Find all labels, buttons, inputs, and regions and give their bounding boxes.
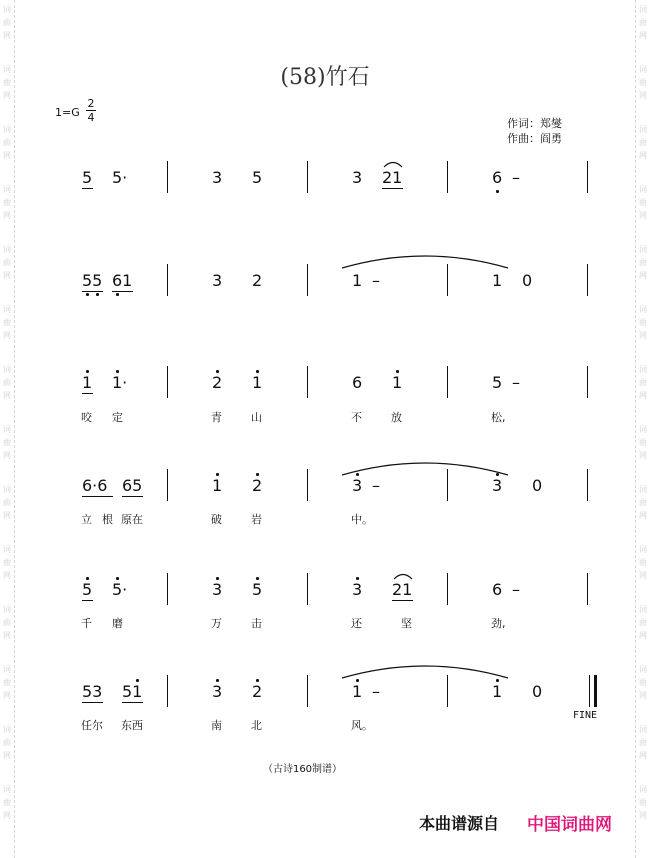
watermark-char: 曲 xyxy=(3,78,11,87)
watermark-char: 词 xyxy=(639,605,647,614)
watermark-char: 曲 xyxy=(3,198,11,207)
lyric: 击 xyxy=(251,617,262,630)
watermark-char: 网 xyxy=(639,151,647,160)
watermark-char: 词 xyxy=(639,725,647,734)
watermark-char: 词 xyxy=(639,305,647,314)
note: 6 xyxy=(492,580,503,599)
watermark-char: 网 xyxy=(3,331,11,340)
note: 65 xyxy=(122,476,143,495)
note: 1 xyxy=(392,373,403,392)
watermark-char: 曲 xyxy=(639,678,647,687)
note: 21 xyxy=(382,168,403,187)
note: 53 xyxy=(82,682,103,701)
low-octave-dot xyxy=(496,190,499,193)
watermark-char: 网 xyxy=(639,811,647,820)
watermark-char: 词 xyxy=(3,125,11,134)
time-signature xyxy=(86,97,96,124)
watermark-char: 曲 xyxy=(639,558,647,567)
watermark-char: 词 xyxy=(639,545,647,554)
watermark-char: 词 xyxy=(3,665,11,674)
lyric: 松, xyxy=(491,411,506,424)
watermark-char: 网 xyxy=(639,451,647,460)
watermark-char: 曲 xyxy=(639,138,647,147)
note: 2 xyxy=(212,373,223,392)
watermark-char: 词 xyxy=(639,125,647,134)
time-denominator: 4 xyxy=(87,111,95,124)
note: 6 xyxy=(492,168,503,187)
lyric: 南 xyxy=(211,719,222,732)
watermark-char: 曲 xyxy=(639,618,647,627)
watermark-char: 曲 xyxy=(639,798,647,807)
watermark-char: 网 xyxy=(639,691,647,700)
watermark-char: 网 xyxy=(639,31,647,40)
note: 2 xyxy=(252,271,263,290)
note: 1 xyxy=(492,682,503,701)
watermark-char: 曲 xyxy=(3,678,11,687)
note: 61 xyxy=(112,271,133,290)
lyric: 中。 xyxy=(351,513,373,526)
note: 3 xyxy=(212,682,223,701)
note: 1 xyxy=(352,271,363,290)
note: 1 xyxy=(352,682,363,701)
watermark-char: 词 xyxy=(3,545,11,554)
note: 3 xyxy=(352,168,363,187)
watermark-char: 曲 xyxy=(3,258,11,267)
watermark-char: 词 xyxy=(3,605,11,614)
lyric: 立 xyxy=(81,513,92,526)
watermark-char: 曲 xyxy=(3,138,11,147)
lyric: 原在 xyxy=(121,513,143,526)
lyric: 放 xyxy=(391,411,402,424)
note: – xyxy=(512,373,520,392)
watermark-char: 网 xyxy=(3,211,11,220)
watermark-char: 网 xyxy=(3,571,11,580)
lyric: 磨 xyxy=(112,617,123,630)
note: 5 xyxy=(252,168,263,187)
watermark-char: 曲 xyxy=(639,438,647,447)
watermark-char: 词 xyxy=(639,485,647,494)
watermark-char: 词 xyxy=(3,185,11,194)
watermark-char: 词 xyxy=(3,485,11,494)
note: 1 xyxy=(212,476,223,495)
note: 3 xyxy=(212,271,223,290)
time-numerator: 2 xyxy=(87,97,95,110)
watermark-char: 网 xyxy=(3,271,11,280)
watermark-char: 曲 xyxy=(639,198,647,207)
watermark-char: 曲 xyxy=(3,618,11,627)
watermark-char: 词 xyxy=(639,65,647,74)
note: 0 xyxy=(532,682,543,701)
lyric: 东西 xyxy=(121,719,143,732)
left-watermark-strip xyxy=(0,0,15,858)
watermark-char: 网 xyxy=(639,751,647,760)
watermark-char: 网 xyxy=(639,331,647,340)
fine-marker: FINE xyxy=(573,710,598,721)
watermark-char: 网 xyxy=(3,631,11,640)
note: 5 xyxy=(82,168,93,187)
tie-arc xyxy=(393,572,413,580)
note: 2 xyxy=(252,476,263,495)
watermark-char: 网 xyxy=(639,391,647,400)
note: 1 xyxy=(82,373,93,392)
watermark-char: 词 xyxy=(639,5,647,14)
watermark-char: 词 xyxy=(639,785,647,794)
source-label: 本曲谱源自 xyxy=(419,814,500,833)
lyric: 岩 xyxy=(251,513,262,526)
watermark-char: 曲 xyxy=(639,378,647,387)
note: 2 xyxy=(252,682,263,701)
watermark-char: 网 xyxy=(3,31,11,40)
tie-arc xyxy=(383,160,403,168)
note: 21 xyxy=(392,580,413,599)
watermark-char: 网 xyxy=(639,631,647,640)
tie-arc xyxy=(340,660,510,680)
watermark-char: 曲 xyxy=(3,438,11,447)
watermark-char: 网 xyxy=(639,91,647,100)
watermark-char: 曲 xyxy=(639,78,647,87)
watermark-char: 曲 xyxy=(3,18,11,27)
lyric: 任尔 xyxy=(81,719,103,732)
watermark-char: 曲 xyxy=(3,378,11,387)
watermark-char: 词 xyxy=(3,305,11,314)
note: 1 xyxy=(492,271,503,290)
lyric: 破 xyxy=(211,513,222,526)
tie-arc xyxy=(340,250,510,270)
note: – xyxy=(372,682,380,701)
note: 5· xyxy=(112,580,128,599)
lyric: 青 xyxy=(211,411,222,424)
watermark-char: 词 xyxy=(3,245,11,254)
note: 51 xyxy=(122,682,143,701)
note: – xyxy=(372,476,380,495)
note: 3 xyxy=(352,580,363,599)
watermark-char: 词 xyxy=(3,65,11,74)
watermark-char: 词 xyxy=(639,665,647,674)
lyric: 风。 xyxy=(351,719,373,732)
note: – xyxy=(372,271,380,290)
watermark-char: 词 xyxy=(639,425,647,434)
score-maker-note: （古诗160制谱） xyxy=(262,764,343,775)
lyric: 劲, xyxy=(491,617,506,630)
note: – xyxy=(512,168,520,187)
watermark-char: 词 xyxy=(3,5,11,14)
note: 3 xyxy=(352,476,363,495)
key-signature: 1=G xyxy=(55,106,80,119)
note: 6·6 xyxy=(82,476,108,495)
note: 5 xyxy=(82,580,93,599)
watermark-char: 网 xyxy=(3,511,11,520)
watermark-char: 曲 xyxy=(3,738,11,747)
note: 0 xyxy=(522,271,533,290)
note: 3 xyxy=(212,168,223,187)
watermark-char: 曲 xyxy=(3,798,11,807)
note: 1· xyxy=(112,373,128,392)
watermark-char: 词 xyxy=(3,425,11,434)
composer-credit: 作曲：阎勇 xyxy=(507,132,562,145)
watermark-char: 曲 xyxy=(639,318,647,327)
watermark-char: 网 xyxy=(3,451,11,460)
watermark-char: 网 xyxy=(3,391,11,400)
watermark-char: 曲 xyxy=(3,318,11,327)
note: – xyxy=(512,580,520,599)
watermark-char: 曲 xyxy=(639,498,647,507)
note: 6 xyxy=(352,373,363,392)
tie-arc xyxy=(340,457,510,477)
watermark-char: 网 xyxy=(3,91,11,100)
lyric: 北 xyxy=(251,719,262,732)
note: 5· xyxy=(112,168,128,187)
lyricist-credit: 作词：郑燮 xyxy=(507,117,562,130)
note: 3 xyxy=(492,476,503,495)
watermark-char: 曲 xyxy=(639,258,647,267)
watermark-char: 曲 xyxy=(3,498,11,507)
watermark-char: 网 xyxy=(639,511,647,520)
lyric: 坚 xyxy=(401,617,412,630)
watermark-char: 曲 xyxy=(3,558,11,567)
watermark-char: 曲 xyxy=(639,738,647,747)
lyric: 咬 xyxy=(81,411,92,424)
song-title: (58)竹石 xyxy=(280,65,370,90)
watermark-char: 网 xyxy=(3,811,11,820)
note: 3 xyxy=(212,580,223,599)
lyric: 定 xyxy=(112,411,123,424)
note: 5 xyxy=(252,580,263,599)
watermark-char: 网 xyxy=(639,211,647,220)
watermark-char: 词 xyxy=(3,725,11,734)
note: 0 xyxy=(532,476,543,495)
watermark-char: 网 xyxy=(3,751,11,760)
lyric: 万 xyxy=(211,617,222,630)
lyric: 根 xyxy=(102,513,113,526)
watermark-char: 网 xyxy=(3,151,11,160)
lyric: 山 xyxy=(251,411,262,424)
watermark-char: 词 xyxy=(639,365,647,374)
watermark-char: 词 xyxy=(3,365,11,374)
brand-name: 中国词曲网 xyxy=(527,815,612,835)
note: 55 xyxy=(82,271,103,290)
watermark-char: 词 xyxy=(3,785,11,794)
watermark-char: 词 xyxy=(639,185,647,194)
watermark-char: 网 xyxy=(639,271,647,280)
watermark-char: 网 xyxy=(3,691,11,700)
lyric: 还 xyxy=(351,617,362,630)
lyric: 千 xyxy=(81,617,92,630)
note: 1 xyxy=(252,373,263,392)
right-watermark-strip xyxy=(635,0,650,858)
watermark-char: 网 xyxy=(639,571,647,580)
watermark-char: 词 xyxy=(639,245,647,254)
watermark-char: 曲 xyxy=(639,18,647,27)
note: 5 xyxy=(492,373,503,392)
lyric: 不 xyxy=(351,411,362,424)
